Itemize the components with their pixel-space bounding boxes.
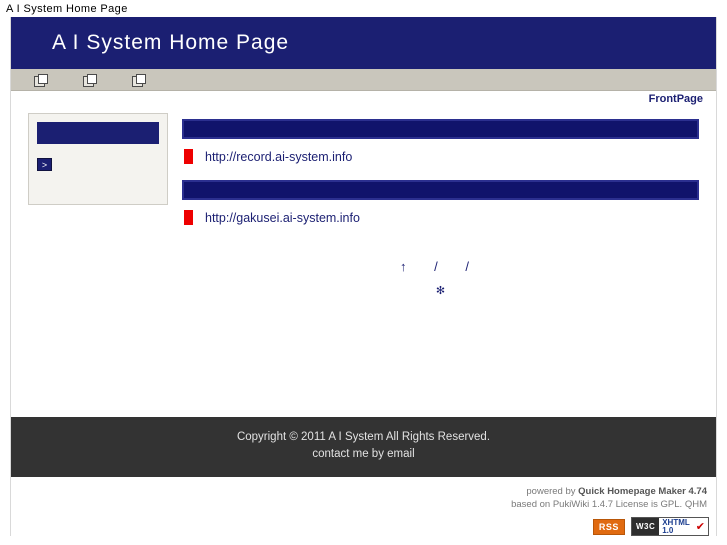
check-icon: ✔ — [693, 518, 708, 535]
site-footer — [10, 417, 717, 477]
list-item[interactable] — [184, 149, 699, 164]
credits-block — [10, 477, 717, 511]
w3c-spec — [659, 518, 693, 535]
browser-window-title: A I System Home Page — [6, 3, 128, 15]
credits-powered-by: powered by — [526, 486, 579, 497]
record-site-link[interactable]: http://record.ai-system.info — [205, 149, 353, 164]
page-container — [10, 17, 717, 536]
w3c-spec-name: XHTML — [662, 517, 690, 527]
credits-product-name: Quick Homepage Maker 4.74 — [578, 486, 707, 497]
page-nav-marks[interactable]: ↑ / / — [400, 259, 481, 274]
square-bullet-icon — [184, 210, 193, 225]
section-banner-2[interactable] — [182, 180, 699, 200]
copy-icon-1[interactable] — [34, 74, 47, 86]
w3c-label: W3C — [632, 518, 659, 535]
gakusei-site-link[interactable]: http://gakusei.ai-system.info — [205, 210, 360, 225]
copy-icon-3[interactable] — [132, 74, 145, 86]
sidebar — [28, 113, 168, 205]
w3c-spec-version: 1.0 — [662, 525, 674, 535]
sidebar-menu-block[interactable] — [37, 122, 159, 144]
page-right-edge — [716, 17, 717, 536]
badge-row — [10, 511, 717, 536]
list-item[interactable] — [184, 210, 699, 225]
page-title: A I System Home Page — [52, 31, 290, 54]
credits-line-1 — [10, 485, 707, 498]
toolbar[interactable] — [10, 69, 717, 91]
main-column — [168, 113, 717, 393]
copyright-text: Copyright © 2011 A I System All Rights Reserved. — [236, 431, 491, 443]
w3c-xhtml-badge[interactable] — [631, 517, 709, 536]
page-left-edge — [10, 17, 11, 536]
credits-line-2: based on PukiWiki 1.4.7 License is GPL. QHM — [511, 499, 707, 510]
breadcrumb[interactable]: FrontPage — [648, 93, 703, 105]
sidebar-expand-button[interactable]: > — [37, 158, 52, 171]
content-area — [10, 105, 717, 393]
site-header — [10, 17, 717, 69]
contact-email-link[interactable]: contact me by email — [312, 448, 415, 460]
page-nav-asterisk[interactable]: ✻ — [435, 285, 446, 297]
section-banner-1[interactable] — [182, 119, 699, 139]
square-bullet-icon — [184, 149, 193, 164]
rss-badge[interactable]: RSS — [593, 519, 625, 535]
copy-icon-2[interactable] — [83, 74, 96, 86]
